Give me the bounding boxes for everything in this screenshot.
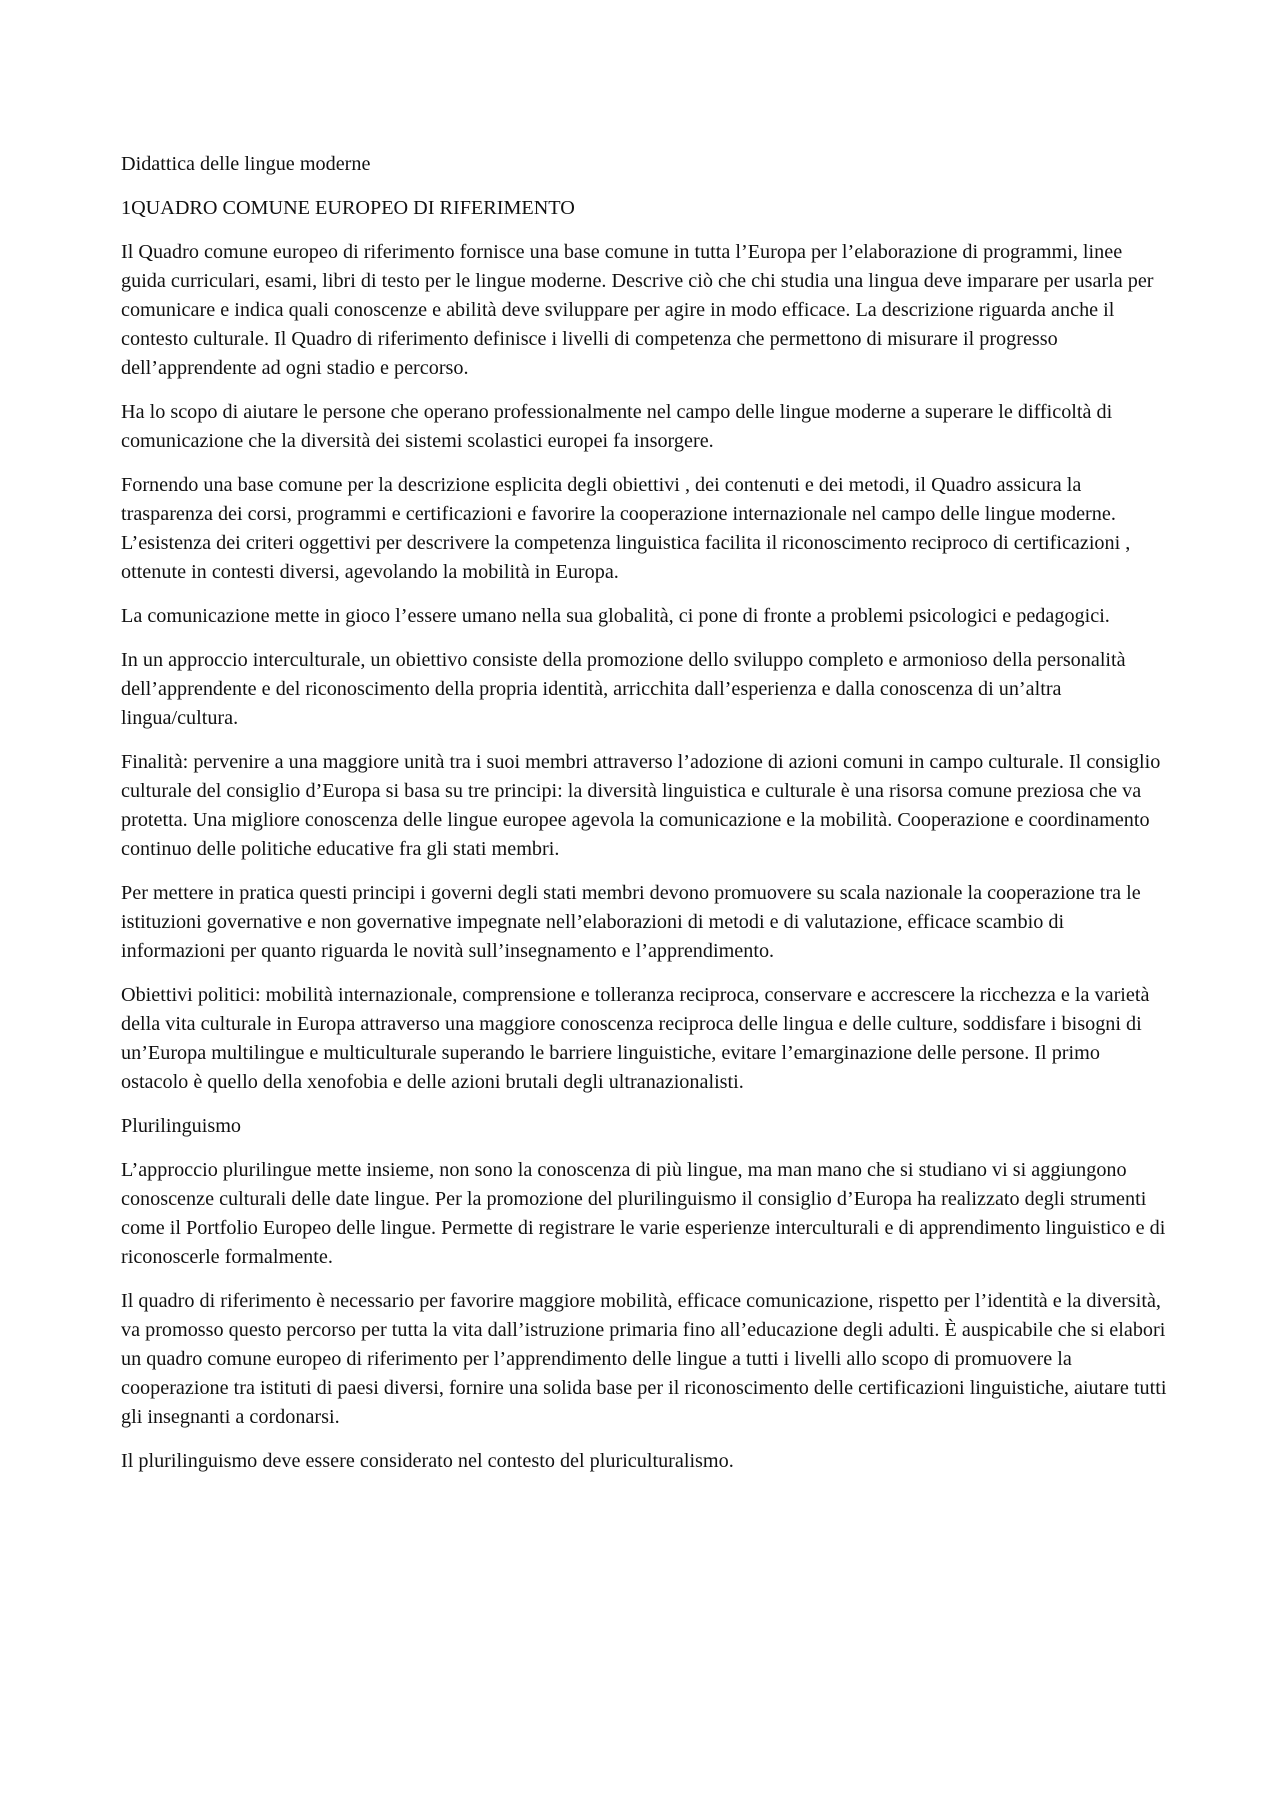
paragraph-1: Il Quadro comune europeo di riferimento fornisce una base comune in tutta l’Europa per l’elaborazione di programmi, linee guida curriculari, esami, libri di testo per le lingue moderne. Descrive ciò che chi studia una lingua deve imparare per usarla per comunicare e indica quali conoscenze e abilità deve sviluppare per agire in modo efficace. La descrizione riguarda anche il contesto culturale. Il Quadro di riferimento definisce i livelli di competenza che permettono di misurare il progresso dell’apprendente ad ogni stadio e percorso. bbox=[121, 241, 1154, 379]
subheading-plurilinguismo: Plurilinguismo bbox=[121, 1115, 242, 1137]
section-heading: 1QUADRO COMUNE EUROPEO DI RIFERIMENTO bbox=[121, 197, 575, 219]
paragraph-9: L’approccio plurilingue mette insieme, non sono la conoscenza di più lingue, ma man mano che si studiano vi si aggiungono conoscenze culturali delle date lingue. Per la promozione del plurilinguismo il consiglio d’Europa ha realizzato degli strumenti come il Portfolio Europeo delle lingue. Permette di registrare le varie esperienze interculturali e di apprendimento linguistico e di riconoscerle formalmente. bbox=[121, 1159, 1166, 1268]
paragraph-7: Per mettere in pratica questi principi i governi degli stati membri devono promuovere su scala nazionale la cooperazione tra le istituzioni governative e non governative impegnate nell’elaborazioni di metodi e di valutazione, efficace scambio di informazioni per quanto riguarda le novità sull’insegnamento e l’apprendimento. bbox=[121, 882, 1141, 962]
document-body bbox=[121, 150, 1167, 1491]
document-title: Didattica delle lingue moderne bbox=[121, 153, 371, 175]
paragraph-3: Fornendo una base comune per la descrizione esplicita degli obiettivi , dei contenuti e dei metodi, il Quadro assicura la trasparenza dei corsi, programmi e certificazioni e favorire la cooperazione internazionale nel campo delle lingue moderne. L’esistenza dei criteri oggettivi per descrivere la competenza linguistica facilita il riconoscimento reciproco di certificazioni , ottenute in contesti diversi, agevolando la mobilità in Europa. bbox=[121, 474, 1131, 583]
paragraph-2: Ha lo scopo di aiutare le persone che operano professionalmente nel campo delle lingue moderne a superare le difficoltà di comunicazione che la diversità dei sistemi scolastici europei fa insorgere. bbox=[121, 401, 1113, 452]
paragraph-6: Finalità: pervenire a una maggiore unità tra i suoi membri attraverso l’adozione di azioni comuni in campo culturale. Il consiglio culturale del consiglio d’Europa si basa su tre principi: la diversità linguistica e culturale è una risorsa comune preziosa che va protetta. Una migliore conoscenza delle lingue europee agevola la comunicazione e la mobilità. Cooperazione e coordinamento continuo delle politiche educative fra gli stati membri. bbox=[121, 751, 1161, 860]
paragraph-8: Obiettivi politici: mobilità internazionale, comprensione e tolleranza reciproca, conservare e accrescere la ricchezza e la varietà della vita culturale in Europa attraverso una maggiore conoscenza reciproca delle lingua e delle culture, soddisfare i bisogni di un’Europa multilingue e multiculturale superando le barriere linguistiche, evitare l’emarginazione delle persone. Il primo ostacolo è quello della xenofobia e delle azioni brutali degli ultranazionalisti. bbox=[121, 984, 1150, 1093]
paragraph-11: Il plurilinguismo deve essere considerato nel contesto del pluriculturalismo. bbox=[121, 1450, 734, 1472]
paragraph-4: La comunicazione mette in gioco l’essere umano nella sua globalità, ci pone di fronte a problemi psicologici e pedagogici. bbox=[121, 605, 1110, 627]
paragraph-10: Il quadro di riferimento è necessario per favorire maggiore mobilità, efficace comunicazione, rispetto per l’identità e la diversità, va promosso questo percorso per tutta la vita dall’istruzione primaria fino all’educazione degli adulti. È auspicabile che si elabori un quadro comune europeo di riferimento per l’apprendimento delle lingue a tutti i livelli allo scopo di promuovere la cooperazione tra istituti di paesi diversi, fornire una solida base per il riconoscimento delle certificazioni linguistiche, aiutare tutti gli insegnanti a cordonarsi. bbox=[121, 1290, 1167, 1428]
paragraph-5: In un approccio interculturale, un obiettivo consiste della promozione dello sviluppo completo e armonioso della personalità dell’apprendente e del riconoscimento della propria identità, arricchita dall’esperienza e dalla conoscenza di un’altra lingua/cultura. bbox=[121, 649, 1126, 729]
